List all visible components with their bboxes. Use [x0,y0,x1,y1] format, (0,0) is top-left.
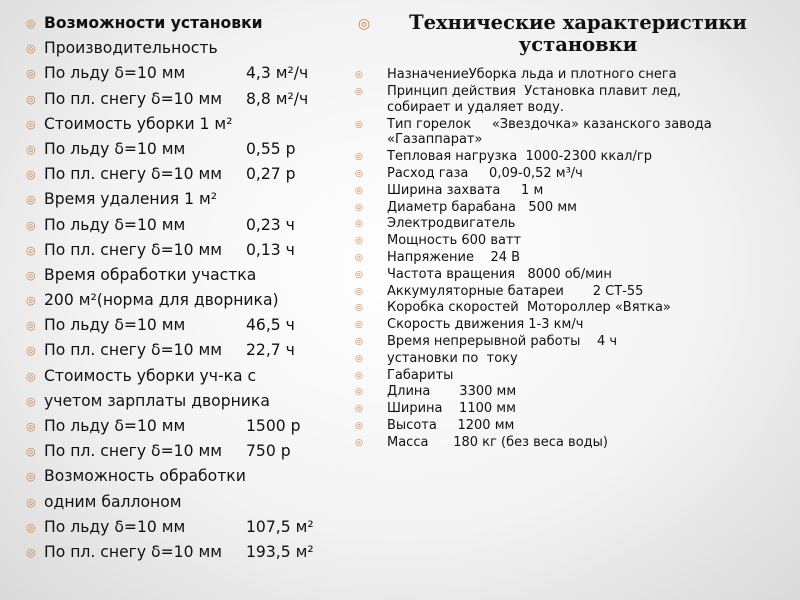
bullet-icon: ◎ [355,336,363,347]
spec-item [354,166,794,182]
bullet-icon: ◎ [26,42,36,56]
row-label: По льду δ=10 мм [44,417,186,435]
left-column [26,14,356,568]
row-value: 0,23 ч [246,215,295,234]
spec-line: Высота 1200 мм [387,417,515,433]
row-value: 193,5 м² [246,542,314,561]
bullet-icon: ◎ [26,495,36,509]
spec-text [387,233,794,249]
list-item [26,417,356,442]
row-label: Время удаления 1 м² [44,190,217,209]
bullet-icon: ◎ [26,520,36,534]
bullet-icon: ◎ [355,303,363,314]
bullet-icon: ◎ [355,70,363,80]
row-value: 0,55 р [246,139,296,158]
row-label: 200 м²(норма для дворника) [44,291,279,310]
spec-item [354,300,794,316]
list-item [26,316,356,341]
spec-item [354,84,794,116]
spec-line: Уборка льда и плотного снега [468,67,677,82]
spec-item [354,435,794,451]
row-label: По льду δ=10 мм [44,215,186,234]
spec-line: «Газаппарат» [387,132,483,148]
row-label: Стоимость уборки 1 м² [44,114,233,133]
spec-text [387,84,794,116]
spec-item [354,149,794,165]
bullet-icon: ◎ [355,370,363,381]
spec-item [354,418,794,434]
spec-text [387,435,794,451]
bullet-icon: ◎ [355,119,363,130]
bullet-icon: ◎ [355,152,363,163]
bullet-icon: ◎ [26,92,36,106]
bullet-icon: ◎ [26,117,36,131]
bullet-icon: ◎ [355,269,363,280]
row-label: По пл. снегу δ=10 мм [44,341,222,360]
spec-text [387,250,794,266]
row-value: 22,7 ч [246,341,295,360]
spec-item [354,233,794,249]
list-item [26,543,356,568]
list-item [26,467,356,492]
row-value: 750 р [246,442,291,461]
spec-text [387,267,794,283]
spec-line: Ширина захвата 1 м [387,182,544,198]
bullet-icon: ◎ [26,294,36,308]
row-label: По льду δ=10 мм [44,139,186,158]
row-label: По пл. снегу δ=10 мм [44,240,222,259]
bullet-icon: ◎ [355,202,363,213]
row-value: 4,3 м²/ч [246,64,309,83]
row-label: учетом зарплаты дворника [44,391,270,410]
spec-text [387,334,794,350]
spec-item [354,317,794,333]
spec-text [387,149,794,165]
spec-line: Коробка скоростей Мотороллер «Вятка» [387,300,671,316]
bullet-icon: ◎ [355,219,363,230]
spec-item [354,401,794,417]
spec-text [387,418,794,434]
spec-item [354,384,794,400]
spec-line: Назначение [387,67,469,82]
spec-line: Аккумуляторные батареи 2 СТ-55 [387,283,644,299]
bullet-icon: ◎ [26,193,36,207]
spec-text [387,351,794,367]
row-value: 8,8 м²/ч [246,89,309,108]
spec-text [387,368,794,384]
list-item [26,64,356,89]
list-item [26,442,356,467]
bullet-icon: ◎ [26,268,36,282]
list-item [26,241,356,266]
spec-text [387,216,794,232]
spec-text [387,317,794,333]
bullet-icon: ◎ [355,404,363,415]
bullet-icon: ◎ [26,420,36,433]
spec-text [387,401,794,417]
left-title: Возможности установки [44,14,263,32]
spec-line: Габариты [387,367,454,383]
bullet-icon: ◎ [26,243,36,257]
spec-text [387,200,794,216]
bullet-icon: ◎ [355,353,363,364]
row-label: одним баллоном [44,492,182,511]
spec-line: Электродвигатель [387,216,516,232]
list-item [26,39,356,64]
spec-text [387,166,794,182]
spec-item [354,117,794,149]
bullet-icon: ◎ [355,86,363,97]
list-item [26,392,356,417]
bullet-icon: ◎ [26,168,36,182]
list-item [26,518,356,543]
bullet-icon: ◎ [355,185,363,196]
spec-item [354,267,794,283]
left-list [26,39,356,568]
list-item [26,341,356,366]
spec-line: Скорость движения 1-3 км/ч [387,317,584,333]
row-value: 46,5 ч [246,316,295,335]
spec-item [354,200,794,216]
row-label: Производительность [44,39,218,58]
list-item [26,115,356,140]
row-value: 0,27 р [246,165,296,184]
list-item [26,90,356,115]
right-column [354,67,794,452]
row-label: По льду δ=10 мм [44,517,186,536]
list-item [26,165,356,190]
spec-item [354,67,794,83]
page-title [358,11,788,56]
list-item [26,216,356,241]
spec-item [354,284,794,300]
spec-list [354,67,794,451]
row-label: По пл. снегу δ=10 мм [44,89,222,108]
spec-line: Длина 3300 мм [387,384,517,400]
row-label: По льду δ=10 мм [44,64,186,83]
bullet-icon: ◎ [355,169,363,179]
spec-line: Напряжение 24 В [387,249,521,265]
list-item [26,291,356,316]
bullet-icon: ◎ [355,236,363,247]
right-title: Технические характеристики установки [409,11,747,56]
left-title-row [26,14,356,39]
spec-item [354,368,794,384]
spec-text [387,67,794,83]
list-item [26,190,356,215]
bullet-icon: ◎ [355,286,363,297]
bullet-icon: ◎ [26,344,36,358]
spec-line: Тепловая нагрузка 1000-2300 ккал/гр [387,149,652,165]
spec-line: Частота вращения 8000 об/мин [387,266,612,282]
bullet-icon: ◎ [358,16,371,32]
spec-text [387,284,794,300]
bullet-icon: ◎ [26,67,36,81]
spec-text [387,384,794,400]
bullet-icon: ◎ [26,17,36,30]
spec-line: Мощность 600 ватт [387,233,522,249]
row-label: По пл. снегу δ=10 мм [44,165,222,184]
bullet-icon: ◎ [26,218,36,232]
row-label: По пл. снегу δ=10 мм [44,442,222,461]
row-label: Стоимость уборки уч-ка с [44,366,257,385]
spec-line: Ширина 1100 мм [387,401,516,417]
bullet-icon: ◎ [26,394,36,408]
bullet-icon: ◎ [355,437,363,448]
spec-item [354,250,794,266]
bullet-icon: ◎ [355,420,363,431]
spec-text [387,117,794,149]
list-item [26,140,356,165]
list-item [26,493,356,518]
spec-item [354,351,794,367]
bullet-icon: ◎ [26,319,36,333]
spec-line: установки по току [387,350,518,366]
spec-item [354,334,794,350]
spec-line: собирает и удаляет воду. [387,99,564,115]
bullet-icon: ◎ [26,545,36,559]
bullet-icon: ◎ [355,320,363,331]
spec-item [354,183,794,199]
spec-line: Масса 180 кг (без веса воды) [387,434,608,450]
spec-text [387,183,794,199]
bullet-icon: ◎ [355,252,363,263]
row-label: По пл. снегу δ=10 мм [44,542,222,561]
list-item [26,367,356,392]
spec-line: Время непрерывной работы 4 ч [387,333,618,349]
bullet-icon: ◎ [26,142,36,156]
row-label: Время обработки участка [44,265,257,284]
spec-item [354,216,794,232]
spec-line: Диаметр барабана 500 мм [387,199,577,215]
spec-line: Тип горелок «Звездочка» казанского завода [387,116,712,132]
spec-text [387,300,794,316]
list-item [26,266,356,291]
row-value: 0,13 ч [246,240,295,259]
bullet-icon: ◎ [355,387,363,398]
bullet-icon: ◎ [26,369,36,383]
row-value: 1500 р [246,417,301,435]
row-label: По льду δ=10 мм [44,316,186,335]
spec-line: Расход газа 0,09-0,52 м³/ч [387,166,583,181]
bullet-icon: ◎ [26,445,36,459]
row-label: Возможность обработки [44,467,246,486]
row-value: 107,5 м² [246,517,314,536]
bullet-icon: ◎ [26,470,36,484]
spec-line: Принцип действия Установка плавит лед, [387,83,681,99]
